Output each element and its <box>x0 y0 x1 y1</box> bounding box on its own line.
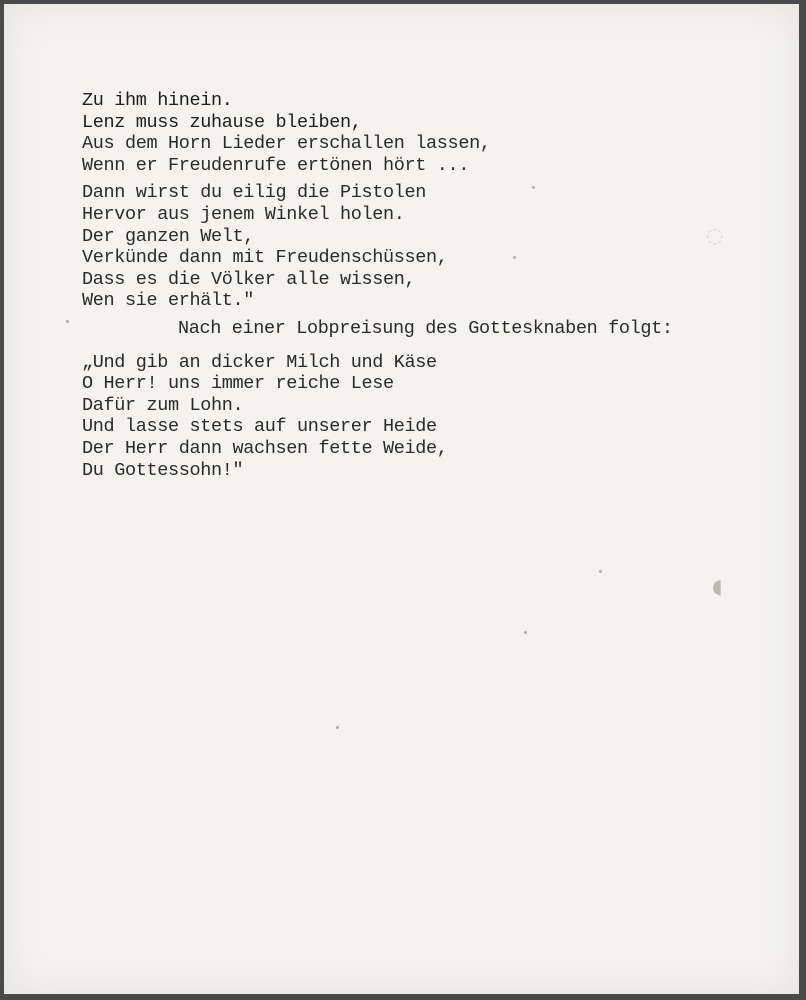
verse-line: Und lasse stets auf unserer Heide <box>82 416 437 438</box>
verse-line: „Und gib an dicker Milch und Käse <box>82 351 437 373</box>
verse-line: Dann wirst du eilig die Pistolen <box>82 182 427 204</box>
paper-speck <box>599 570 602 573</box>
stanza-1 <box>82 90 782 176</box>
paper-speck <box>66 320 69 323</box>
verse-line: Hervor aus jenem Winkel holen. <box>82 203 405 225</box>
verse-line: Dass es die Völker alle wissen, <box>82 268 416 290</box>
show-through-mark-icon: ◖ <box>712 574 723 598</box>
stanza-2 <box>82 182 782 312</box>
intro-line: Nach einer Lobpreisung des Gottesknaben folgt: <box>178 317 673 339</box>
document-page <box>4 4 799 994</box>
verse-line: Der ganzen Welt, <box>82 225 255 247</box>
paper-speck <box>336 726 339 729</box>
paper-speck <box>532 186 535 189</box>
verse-line: Lenz muss zuhause bleiben, <box>82 111 362 133</box>
stanza-3 <box>82 352 782 482</box>
show-through-mark-icon: ◌ <box>706 223 724 247</box>
paper-speck <box>513 256 516 259</box>
verse-line: Der Herr dann wachsen fette Weide, <box>82 437 448 459</box>
verse-line: Wenn er Freudenrufe ertönen hört ... <box>82 154 470 176</box>
verse-line: Aus dem Horn Lieder erschallen lassen, <box>82 133 491 155</box>
typewritten-text <box>82 90 782 487</box>
verse-line: O Herr! uns immer reiche Lese <box>82 373 394 395</box>
verse-line: Wen sie erhält." <box>82 290 255 312</box>
paper-speck <box>524 631 527 634</box>
verse-line: Zu ihm hinein. <box>82 90 233 111</box>
verse-line: Du Gottessohn!" <box>82 459 244 481</box>
verse-line: Dafür zum Lohn. <box>82 394 244 416</box>
verse-line: Verkünde dann mit Freudenschüssen, <box>82 247 448 269</box>
